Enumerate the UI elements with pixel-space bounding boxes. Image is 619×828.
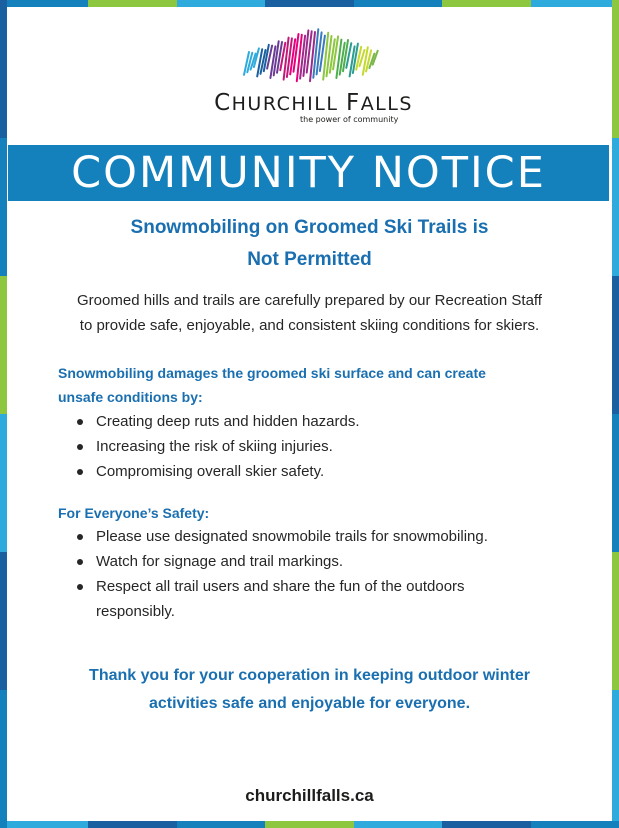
intro-paragraph xyxy=(40,288,579,338)
frame-segment xyxy=(531,0,619,7)
frame-segment xyxy=(88,821,176,828)
frame-segment xyxy=(354,0,442,7)
thank-you-message xyxy=(40,662,579,718)
logo-letter-f: F xyxy=(345,90,361,116)
bullet-icon xyxy=(77,469,83,475)
headline-line-2: Not Permitted xyxy=(247,249,372,270)
waterfall-lines-icon xyxy=(236,24,386,86)
safety-title: For Everyone’s Safety: xyxy=(58,505,210,521)
damages-title-line-1: Snowmobiling damages the groomed ski surface and can create xyxy=(58,365,486,381)
bullet-icon xyxy=(77,584,83,590)
logo-word-falls: ALLS xyxy=(360,93,413,115)
frame-segment xyxy=(531,821,619,828)
frame-segment xyxy=(0,414,7,552)
damages-list xyxy=(72,409,542,484)
safety-section-title xyxy=(58,501,558,525)
headline-line-1: Snowmobiling on Groomed Ski Trails is xyxy=(130,217,489,238)
frame-segment xyxy=(0,276,7,414)
intro-line-1: Groomed hills and trails are carefully prepared by our Recreation Staff xyxy=(77,292,542,309)
list-item: Compromising overall skier safety. xyxy=(72,459,542,484)
frame-segment xyxy=(265,0,353,7)
list-item: Respect all trail users and share the fun of the outdoors responsibly. xyxy=(72,574,542,624)
list-item: Creating deep ruts and hidden hazards. xyxy=(72,409,542,434)
frame-segment xyxy=(0,0,88,7)
frame-segment xyxy=(612,552,619,690)
damages-section-title xyxy=(58,361,558,409)
notice-headline xyxy=(40,212,579,276)
list-item: Increasing the risk of skiing injuries. xyxy=(72,434,542,459)
bullet-icon xyxy=(77,559,83,565)
frame-segment xyxy=(177,0,265,7)
frame-segment xyxy=(612,414,619,552)
churchill-falls-logo xyxy=(0,18,619,130)
bullet-icon xyxy=(77,444,83,450)
frame-segment xyxy=(354,821,442,828)
frame-segment xyxy=(442,0,530,7)
frame-top xyxy=(0,0,619,7)
frame-segment xyxy=(612,276,619,414)
frame-segment xyxy=(0,552,7,690)
frame-segment xyxy=(612,138,619,276)
list-item: Watch for signage and trail markings. xyxy=(72,549,542,574)
frame-segment xyxy=(177,821,265,828)
thanks-line-2: activities safe and enjoyable for everyone. xyxy=(148,695,471,712)
logo-tagline: the power of community xyxy=(300,115,399,124)
frame-bottom xyxy=(0,821,619,828)
safety-list xyxy=(72,524,542,624)
community-notice-banner: COMMUNITY NOTICE xyxy=(8,145,609,201)
intro-line-2: to provide safe, enjoyable, and consistent skiing conditions for skiers. xyxy=(79,317,540,334)
frame-segment xyxy=(0,138,7,276)
thanks-line-1: Thank you for your cooperation in keeping outdoor winter xyxy=(89,667,530,684)
damages-title-line-2: unsafe conditions by: xyxy=(58,389,203,405)
frame-segment xyxy=(0,690,7,828)
frame-segment xyxy=(442,821,530,828)
logo-letter-c: C xyxy=(214,90,232,116)
frame-segment xyxy=(88,0,176,7)
website-link[interactable]: churchillfalls.ca xyxy=(245,786,374,805)
frame-segment xyxy=(0,821,88,828)
bullet-icon xyxy=(77,534,83,540)
logo-wordmark xyxy=(0,90,619,116)
list-item: Please use designated snowmobile trails for snowmobiling. xyxy=(72,524,542,549)
frame-segment xyxy=(265,821,353,828)
frame-segment xyxy=(612,690,619,828)
bullet-icon xyxy=(77,419,83,425)
logo-word-churchill: HURCHILL xyxy=(231,93,339,115)
